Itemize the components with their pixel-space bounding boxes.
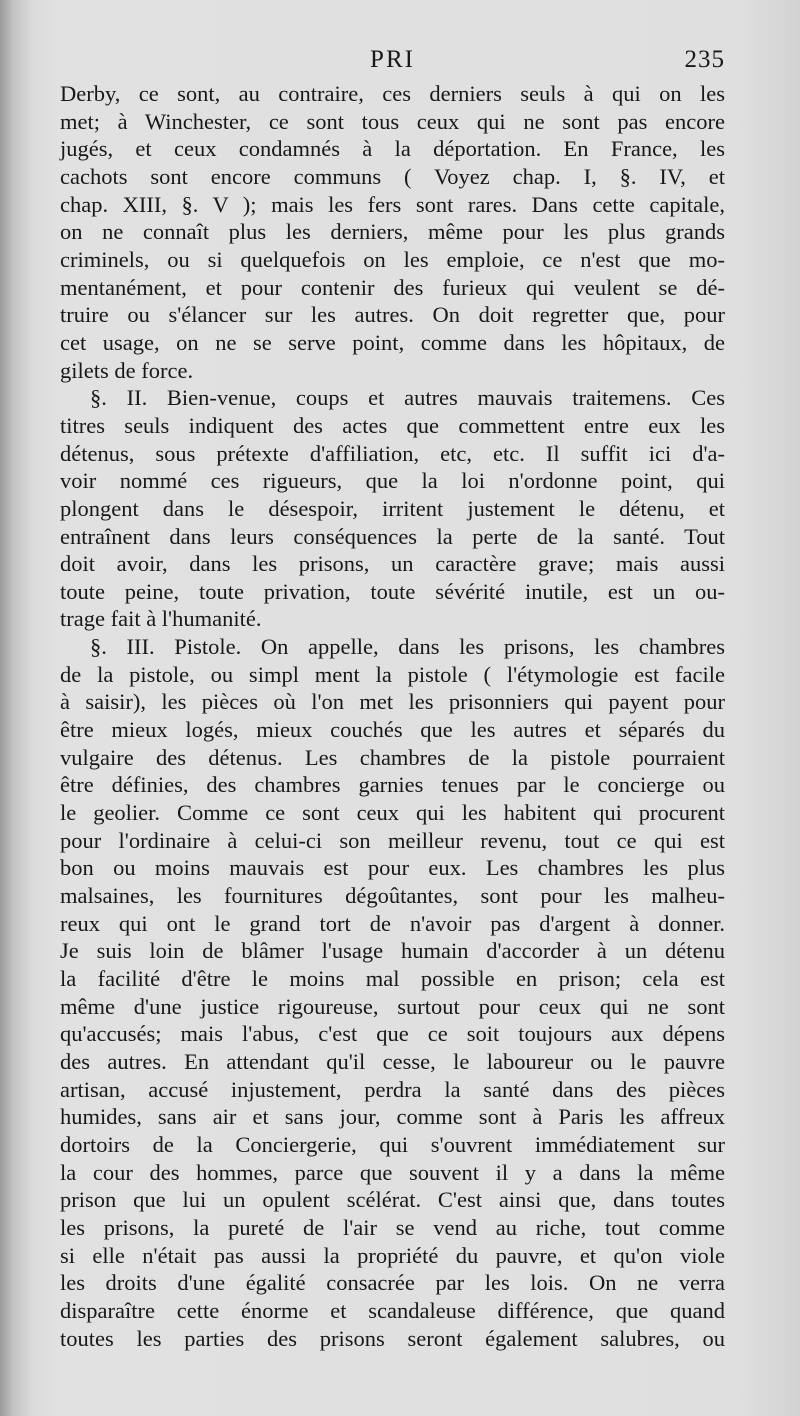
paragraph-continuation [60, 80, 725, 384]
text-line: trage fait à l'humanité. [60, 606, 262, 632]
text-line: si elle n'était pas aussi la propriété du pauvre, et qu'on viole [60, 1242, 725, 1268]
paragraph-section-2 [60, 384, 725, 633]
text-line: criminels, ou si quelquefois on les emploie, ce n'est que mo- [60, 246, 725, 272]
text-line: dortoirs de la Conciergerie, qui s'ouvrent immédiatement sur [60, 1131, 725, 1157]
text-line: Derby, ce sont, au contraire, ces derniers seuls à qui on les [60, 81, 725, 106]
text-line: vulgaire des détenus. Les chambres de la pistole pourraient [60, 744, 725, 770]
page-header [60, 46, 725, 80]
text-line: toute peine, toute privation, toute sévérité inutile, est un ou- [60, 578, 725, 604]
text-line: voir nommé ces rigueurs, que la loi n'ordonne point, qui [60, 468, 725, 494]
text-line: détenus, sous prétexte d'affiliation, etc, etc. Il suffit ici d'a- [60, 440, 725, 466]
text-line: truire ou s'élancer sur les autres. On doit regretter que, pour [60, 302, 725, 328]
page-number: 235 [684, 46, 725, 73]
text-line: être mieux logés, mieux couchés que les autres et séparés du [60, 717, 725, 743]
text-line: §. II. Bien-venue, coups et autres mauvais traitemens. Ces [90, 385, 725, 411]
text-line: la facilité d'être le moins mal possible en prison; cela est [60, 966, 725, 991]
text-line: artisan, accusé injustement, perdra la santé dans des pièces [60, 1076, 725, 1102]
text-line: entraînent dans leurs conséquences la perte de la santé. Tout [60, 523, 725, 549]
text-line: prison que lui un opulent scélérat. C'est ainsi que, dans toutes [60, 1187, 725, 1213]
text-line: plongent dans le désespoir, irritent justement le détenu, et [60, 495, 725, 521]
text-line: qu'accusés; mais l'abus, c'est que ce soit toujours aux dépens [60, 1021, 725, 1047]
text-line: bon ou moins mauvais est pour eux. Les chambres les plus [60, 855, 725, 881]
text-line: met; à Winchester, ce sont tous ceux qui ne sont pas encore [60, 108, 725, 134]
text-line: §. III. Pistole. On appelle, dans les prisons, les chambres [90, 634, 725, 660]
text-line: mentanément, et pour contenir des furieux qui veulent se dé- [60, 274, 725, 300]
text-line: la cour des hommes, parce que souvent il y a dans la même [60, 1159, 725, 1185]
text-line: à saisir), les pièces où l'on met les prisonniers qui payent pour [60, 689, 725, 715]
text-line: être définies, des chambres garnies tenues par le concierge ou [60, 772, 725, 798]
text-line: cachots sont encore communs ( Voyez chap. I, §. IV, et [60, 163, 725, 189]
text-line: malsaines, les fournitures dégoûtantes, sont pour les malheu- [60, 883, 725, 909]
text-line: disparaître cette énorme et scandaleuse différence, que quand [60, 1297, 725, 1323]
text-line: jugés, et ceux condamnés à la déportation. En France, les [60, 136, 725, 162]
text-line: Je suis loin de blâmer l'usage humain d'accorder à un détenu [60, 938, 725, 964]
running-head: PRI [370, 46, 415, 73]
text-line: reux qui ont le grand tort de n'avoir pas d'argent à donner. [60, 910, 725, 936]
text-line: les droits d'une égalité consacrée par les lois. On ne verra [60, 1270, 725, 1296]
text-line: pour l'ordinaire à celui-ci son meilleur revenu, tout ce qui est [60, 827, 725, 853]
text-line: cet usage, on ne se serve point, comme dans les hôpitaux, de [60, 329, 725, 355]
body-text [60, 80, 725, 1352]
text-line: on ne connaît plus les derniers, même pour les plus grands [60, 219, 725, 245]
text-line: toutes les parties des prisons seront également salubres, ou [60, 1325, 725, 1351]
paragraph-section-3 [60, 633, 725, 1352]
text-line: gilets de force. [60, 357, 194, 383]
text-line: le geolier. Comme ce sont ceux qui les habitent qui procurent [60, 800, 725, 826]
text-line: de la pistole, ou simpl ment la pistole ( l'étymologie est facile [60, 661, 725, 687]
text-line: doit avoir, dans les prisons, un caractère grave; mais aussi [60, 551, 725, 577]
text-line: humides, sans air et sans jour, comme sont à Paris les affreux [60, 1104, 725, 1130]
text-line: des autres. En attendant qu'il cesse, le laboureur ou le pauvre [60, 1048, 725, 1074]
text-line: chap. XIII, §. V ); mais les fers sont rares. Dans cette capitale, [60, 191, 725, 217]
text-line: même d'une justice rigoureuse, surtout pour ceux qui ne sont [60, 993, 725, 1019]
text-line: titres seuls indiquent des actes que commettent entre eux les [60, 412, 725, 438]
text-line: les prisons, la pureté de l'air se vend au riche, tout comme [60, 1214, 725, 1240]
